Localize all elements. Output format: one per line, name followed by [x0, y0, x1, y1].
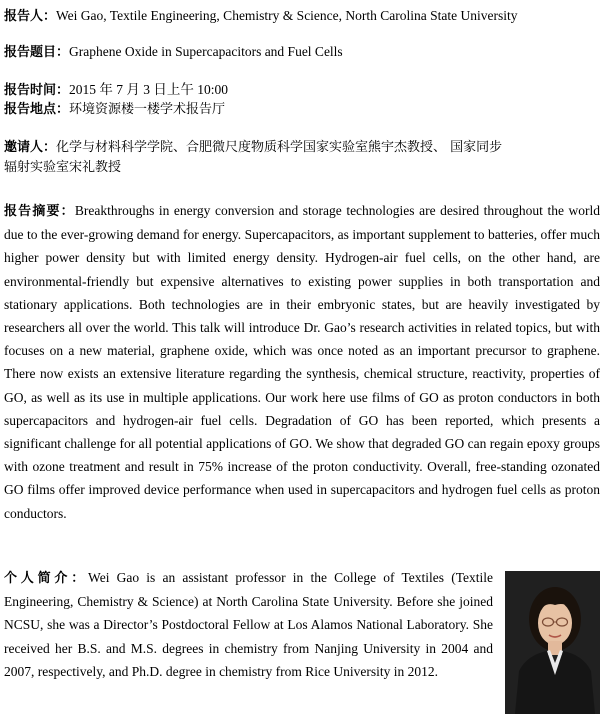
speaker-value: Wei Gao, Textile Engineering, Chemistry & Science, North Carolina State University: [56, 8, 518, 23]
abstract-label: 报告摘要：: [4, 204, 75, 219]
title-label: 报告题目：: [4, 45, 70, 60]
abstract-paragraph: [4, 199, 600, 525]
bio-text: Wei Gao is an assistant professor in the College of Textiles (Textile Engineering, Chemistry & Science) at North Carolina State University. Before she joined NCSU, she was a Director’s Postdoctoral Fellow at Los Alamos National Laboratory. She received her B.S. and M.S. degrees in chemistry from Nanjing University in 2004 and 2007, respectively, and Ph.D. degree in chemistry from Rice University in 2012.: [4, 570, 493, 679]
inviter-line-1: [4, 137, 502, 158]
inviter-value-1: 化学与材料科学学院、合肥微尺度物质科学国家实验室熊宇杰教授、 国家同步: [56, 140, 503, 155]
title-value: Graphene Oxide in Supercapacitors and Fuel Cells: [69, 44, 343, 59]
speaker-line: [4, 6, 518, 27]
bio-paragraph: [4, 566, 493, 683]
inviter-label: 邀请人：: [4, 140, 57, 155]
location-label: 报告地点：: [4, 102, 70, 117]
title-line: [4, 42, 343, 63]
inviter-value-2: 辐射实验室宋礼教授: [4, 160, 122, 175]
time-line: [4, 80, 228, 101]
location-value: 环境资源楼一楼学术报告厅: [69, 102, 226, 117]
speaker-label: 报告人：: [4, 9, 57, 24]
abstract-text: Breakthroughs in energy conversion and storage technologies are desired throughout the world due to the ever-growing demand for energy. Supercapacitors, as important supplement to batteries, offer much higher power density but with limited energy density. Hydrogen-air fuel cells, on the other hand, are environmental-friendly but expensive alternatives to existing power supplies in both transportation and stationary applications. Both technologies are in their embryonic states, but are heavily investigated by researchers all over the world. This talk will introduce Dr. Gao’s research activities in related topics, but with focuses on a new material, graphene oxide, which was once noted as an important precursor to graphene. There now exists an extensive literature regarding the synthesis, chemical structure, reactivity, properties of GO, as well as its use in multiple applications. Our work here use films of GO as proton conductors in both supercapacitors and hydrogen-air fuel cells. Degradation of GO has been reported, which presents a significant challenge for all potential applications of GO. We show that degraded GO can regain epoxy groups with ozone treatment and result in 75% increase of the proton conductivity. Overall, free-standing ozonated GO films offer improved device performance when used in supercapacitors and hydrogen fuel cells as proton conductors.: [4, 203, 600, 521]
location-line: [4, 99, 225, 120]
bio-label: 个人简介：: [4, 571, 89, 586]
speaker-photo: [505, 571, 600, 714]
inviter-line-2: [4, 157, 121, 178]
time-value: 2015 年 7 月 3 日上午 10:00: [69, 82, 229, 97]
speaker-portrait-image: [505, 571, 600, 714]
time-label: 报告时间：: [4, 83, 70, 98]
